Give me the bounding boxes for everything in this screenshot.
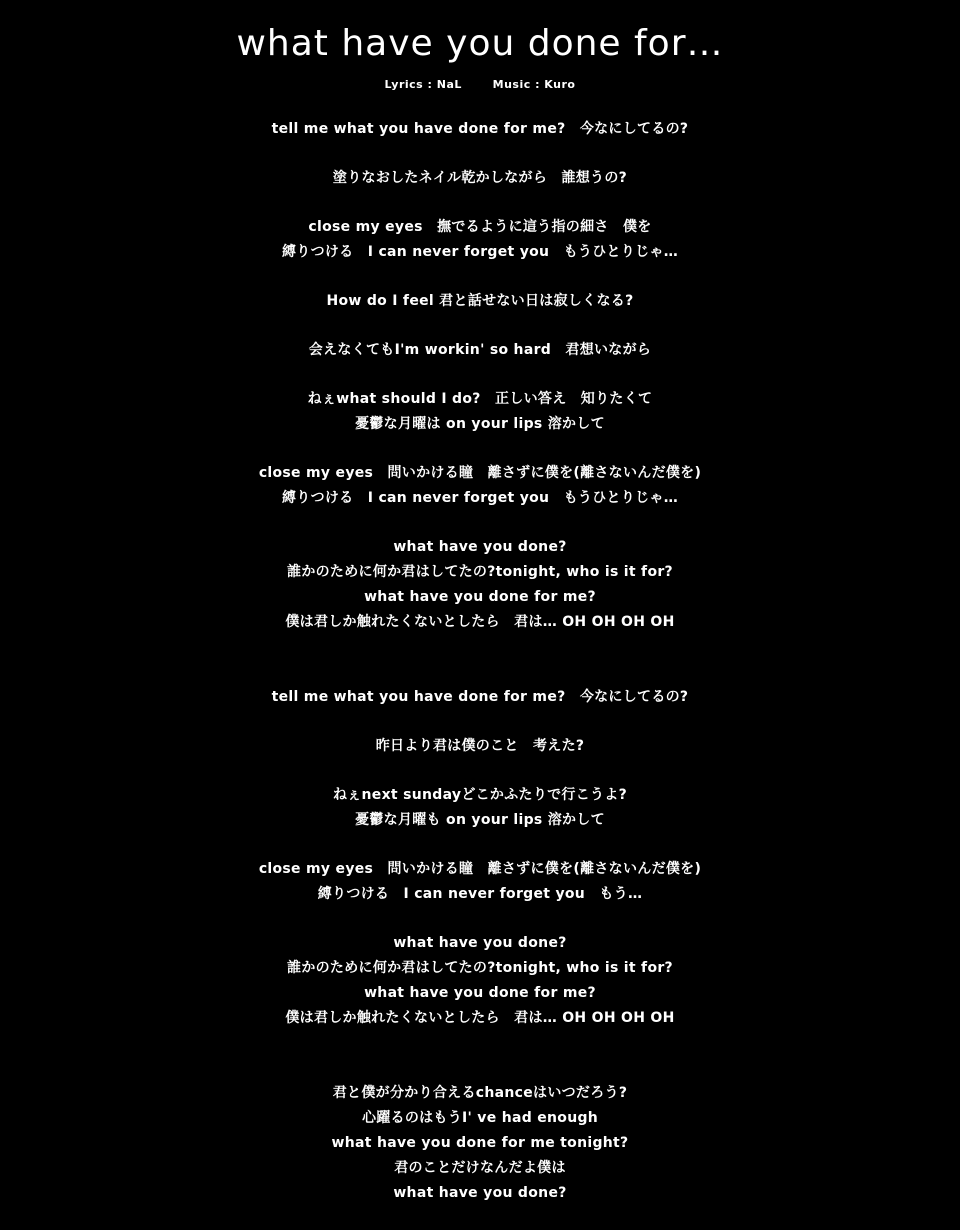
lyric-line: close my eyes 撫でるように這う指の細さ 僕を [308,219,652,236]
lyric-stanza [0,166,960,191]
lyric-stanza [0,931,960,1031]
lyric-line: what have you done for me? [364,589,596,606]
lyric-stanza [0,215,960,265]
lyric-line: close my eyes 問いかける瞳 離さずに僕を(離さないんだ僕を) [258,861,702,878]
lyric-stanza [0,117,960,142]
lyric-stanza [0,289,960,314]
lyric-line: what have you done for me? [364,985,596,1002]
lyrics-body [0,117,960,1206]
lyric-line: ねぇwhat should I do? 正しい答え 知りたくて [307,391,653,408]
lyric-line: 君のことだけなんだよ僕は [394,1160,566,1177]
lyric-stanza [0,783,960,833]
lyric-line: what have you done? [393,935,567,952]
lyric-line: what have you done? [393,1185,567,1202]
lyric-line: 僕は君しか触れたくないとしたら 君は… OH OH OH OH [285,614,675,631]
lyric-line: 誰かのために何か君はしてたの?tonight, who is it for? [287,564,673,581]
lyric-line: 憂鬱な月曜は on your lips 溶かして [355,416,605,433]
lyric-line: 憂鬱な月曜も on your lips 溶かして [355,812,605,829]
lyric-stanza [0,461,960,511]
lyric-stanza [0,857,960,907]
music-credit: Music : Kuro [492,78,576,92]
lyric-line: 縛りつける I can never forget you もうひとりじゃ… [281,490,679,507]
lyric-line: what have you done for me tonight? [331,1135,629,1152]
lyric-line: close my eyes 問いかける瞳 離さずに僕を(離さないんだ僕を) [258,465,702,482]
lyric-line: 誰かのために何か君はしてたの?tonight, who is it for? [287,960,673,977]
lyric-line: 心躍るのはもうI' ve had enough [361,1110,599,1127]
lyric-line: 塗りなおしたネイル乾かしながら 誰想うの? [332,170,628,187]
lyric-stanza [0,535,960,635]
lyric-line: 昨日より君は僕のこと 考えた? [375,738,585,755]
lyric-stanza [0,338,960,363]
lyric-line: 会えなくてもI'm workin' so hard 君想いながら [308,342,652,359]
lyrics-credit: Lyrics : NaL [384,78,462,92]
lyric-stanza [0,685,960,710]
credits [0,78,960,91]
lyric-line: 君と僕が分かり合えるchanceはいつだろう? [332,1085,628,1102]
lyric-line: 僕は君しか触れたくないとしたら 君は… OH OH OH OH [285,1010,675,1027]
page-title: what have you done for… [236,23,724,64]
lyric-stanza [0,734,960,759]
lyric-line: 縛りつける I can never forget you もう… [317,886,643,903]
lyric-stanza [0,387,960,437]
lyric-line: what have you done? [393,539,567,556]
lyric-stanza [0,1081,960,1206]
lyric-line: tell me what you have done for me? 今なにしてるの? [271,121,689,138]
lyric-line: 縛りつける I can never forget you もうひとりじゃ… [281,244,679,261]
lyric-line: tell me what you have done for me? 今なにしてるの? [271,689,689,706]
lyric-line: How do I feel 君と話せない日は寂しくなる? [326,293,634,310]
lyric-line: ねぇnext sundayどこかふたりで行こうよ? [332,787,628,804]
